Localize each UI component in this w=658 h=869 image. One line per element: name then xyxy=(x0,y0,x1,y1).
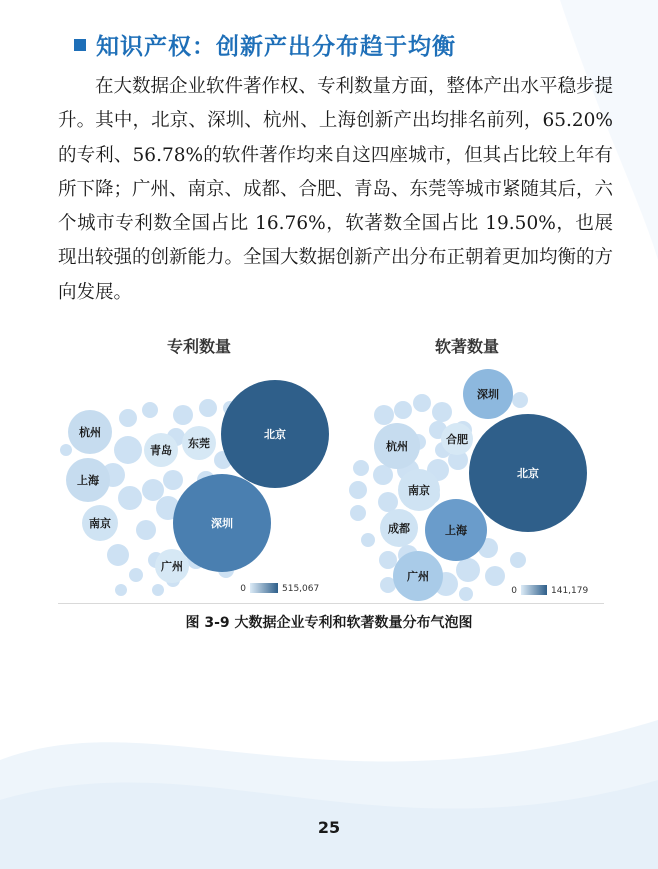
bubble-label-shanghai-sw: 上海 xyxy=(445,524,467,537)
bubble-label-nanjing-sw: 南京 xyxy=(408,484,430,497)
bubble-label-hangzhou-sw: 杭州 xyxy=(386,440,408,453)
bubble-label-hangzhou: 杭州 xyxy=(79,426,101,439)
legend-min-software: 0 xyxy=(511,586,517,596)
legend-bar-software xyxy=(521,585,547,595)
software-copyright-bubble-chart xyxy=(349,337,588,601)
legend-min-patents: 0 xyxy=(240,584,246,594)
chart-title-software: 软著数量 xyxy=(434,337,500,356)
bubble-label-hefei-sw: 合肥 xyxy=(446,433,468,446)
bubble-label-dongguan: 东莞 xyxy=(188,437,210,450)
legend-bar-patents xyxy=(250,583,278,593)
legend-max-software: 141,179 xyxy=(551,586,589,596)
bubble-label-chengdu-sw: 成都 xyxy=(388,522,410,535)
section-title: 知识产权：创新产出分布趋于均衡 xyxy=(96,34,456,60)
bubble-label-shenzhen-sw: 深圳 xyxy=(477,388,499,401)
bubble-label-guangzhou: 广州 xyxy=(161,560,183,573)
bubble-label-nanjing: 南京 xyxy=(89,517,111,530)
page-number: 25 xyxy=(317,818,341,837)
bubble-label-beijing: 北京 xyxy=(264,428,286,441)
legend-max-patents: 515,067 xyxy=(282,584,320,594)
body-paragraph: 在大数据企业软件著作权、专利数量方面，整体产出水平稳步提升。其中，北京、深圳、杭州、上海创新产出均排名前列，65.20%的专利、56.78%的软件著作均来自这四座城市，但其占比较上年有所下降；广州、南京、成都、合肥、青岛、东莞等城市紧随其后，六个城市专利数全国占比 16.76%，软著数全国占比 19.50%，也展现出较强的创新能力。全国大数据创新产出分布正朝着更加均衡的方向发展。 xyxy=(58,76,614,303)
figure-divider xyxy=(58,603,604,604)
section-heading xyxy=(74,28,456,61)
bubble-label-shanghai: 上海 xyxy=(77,474,99,487)
heading-square-icon xyxy=(74,39,86,51)
bubble-charts-figure xyxy=(58,330,604,610)
bubble-label-shenzhen: 深圳 xyxy=(211,517,233,530)
bubble-label-qingdao: 青岛 xyxy=(150,444,172,457)
bubble-label-beijing-sw: 北京 xyxy=(517,467,539,480)
patent-bubble-chart xyxy=(60,337,329,596)
chart-title-patents: 专利数量 xyxy=(166,337,232,356)
bubble-label-guangzhou-sw: 广州 xyxy=(407,570,429,583)
figure-caption: 图 3-9 大数据企业专利和软著数量分布气泡图 xyxy=(185,615,473,631)
